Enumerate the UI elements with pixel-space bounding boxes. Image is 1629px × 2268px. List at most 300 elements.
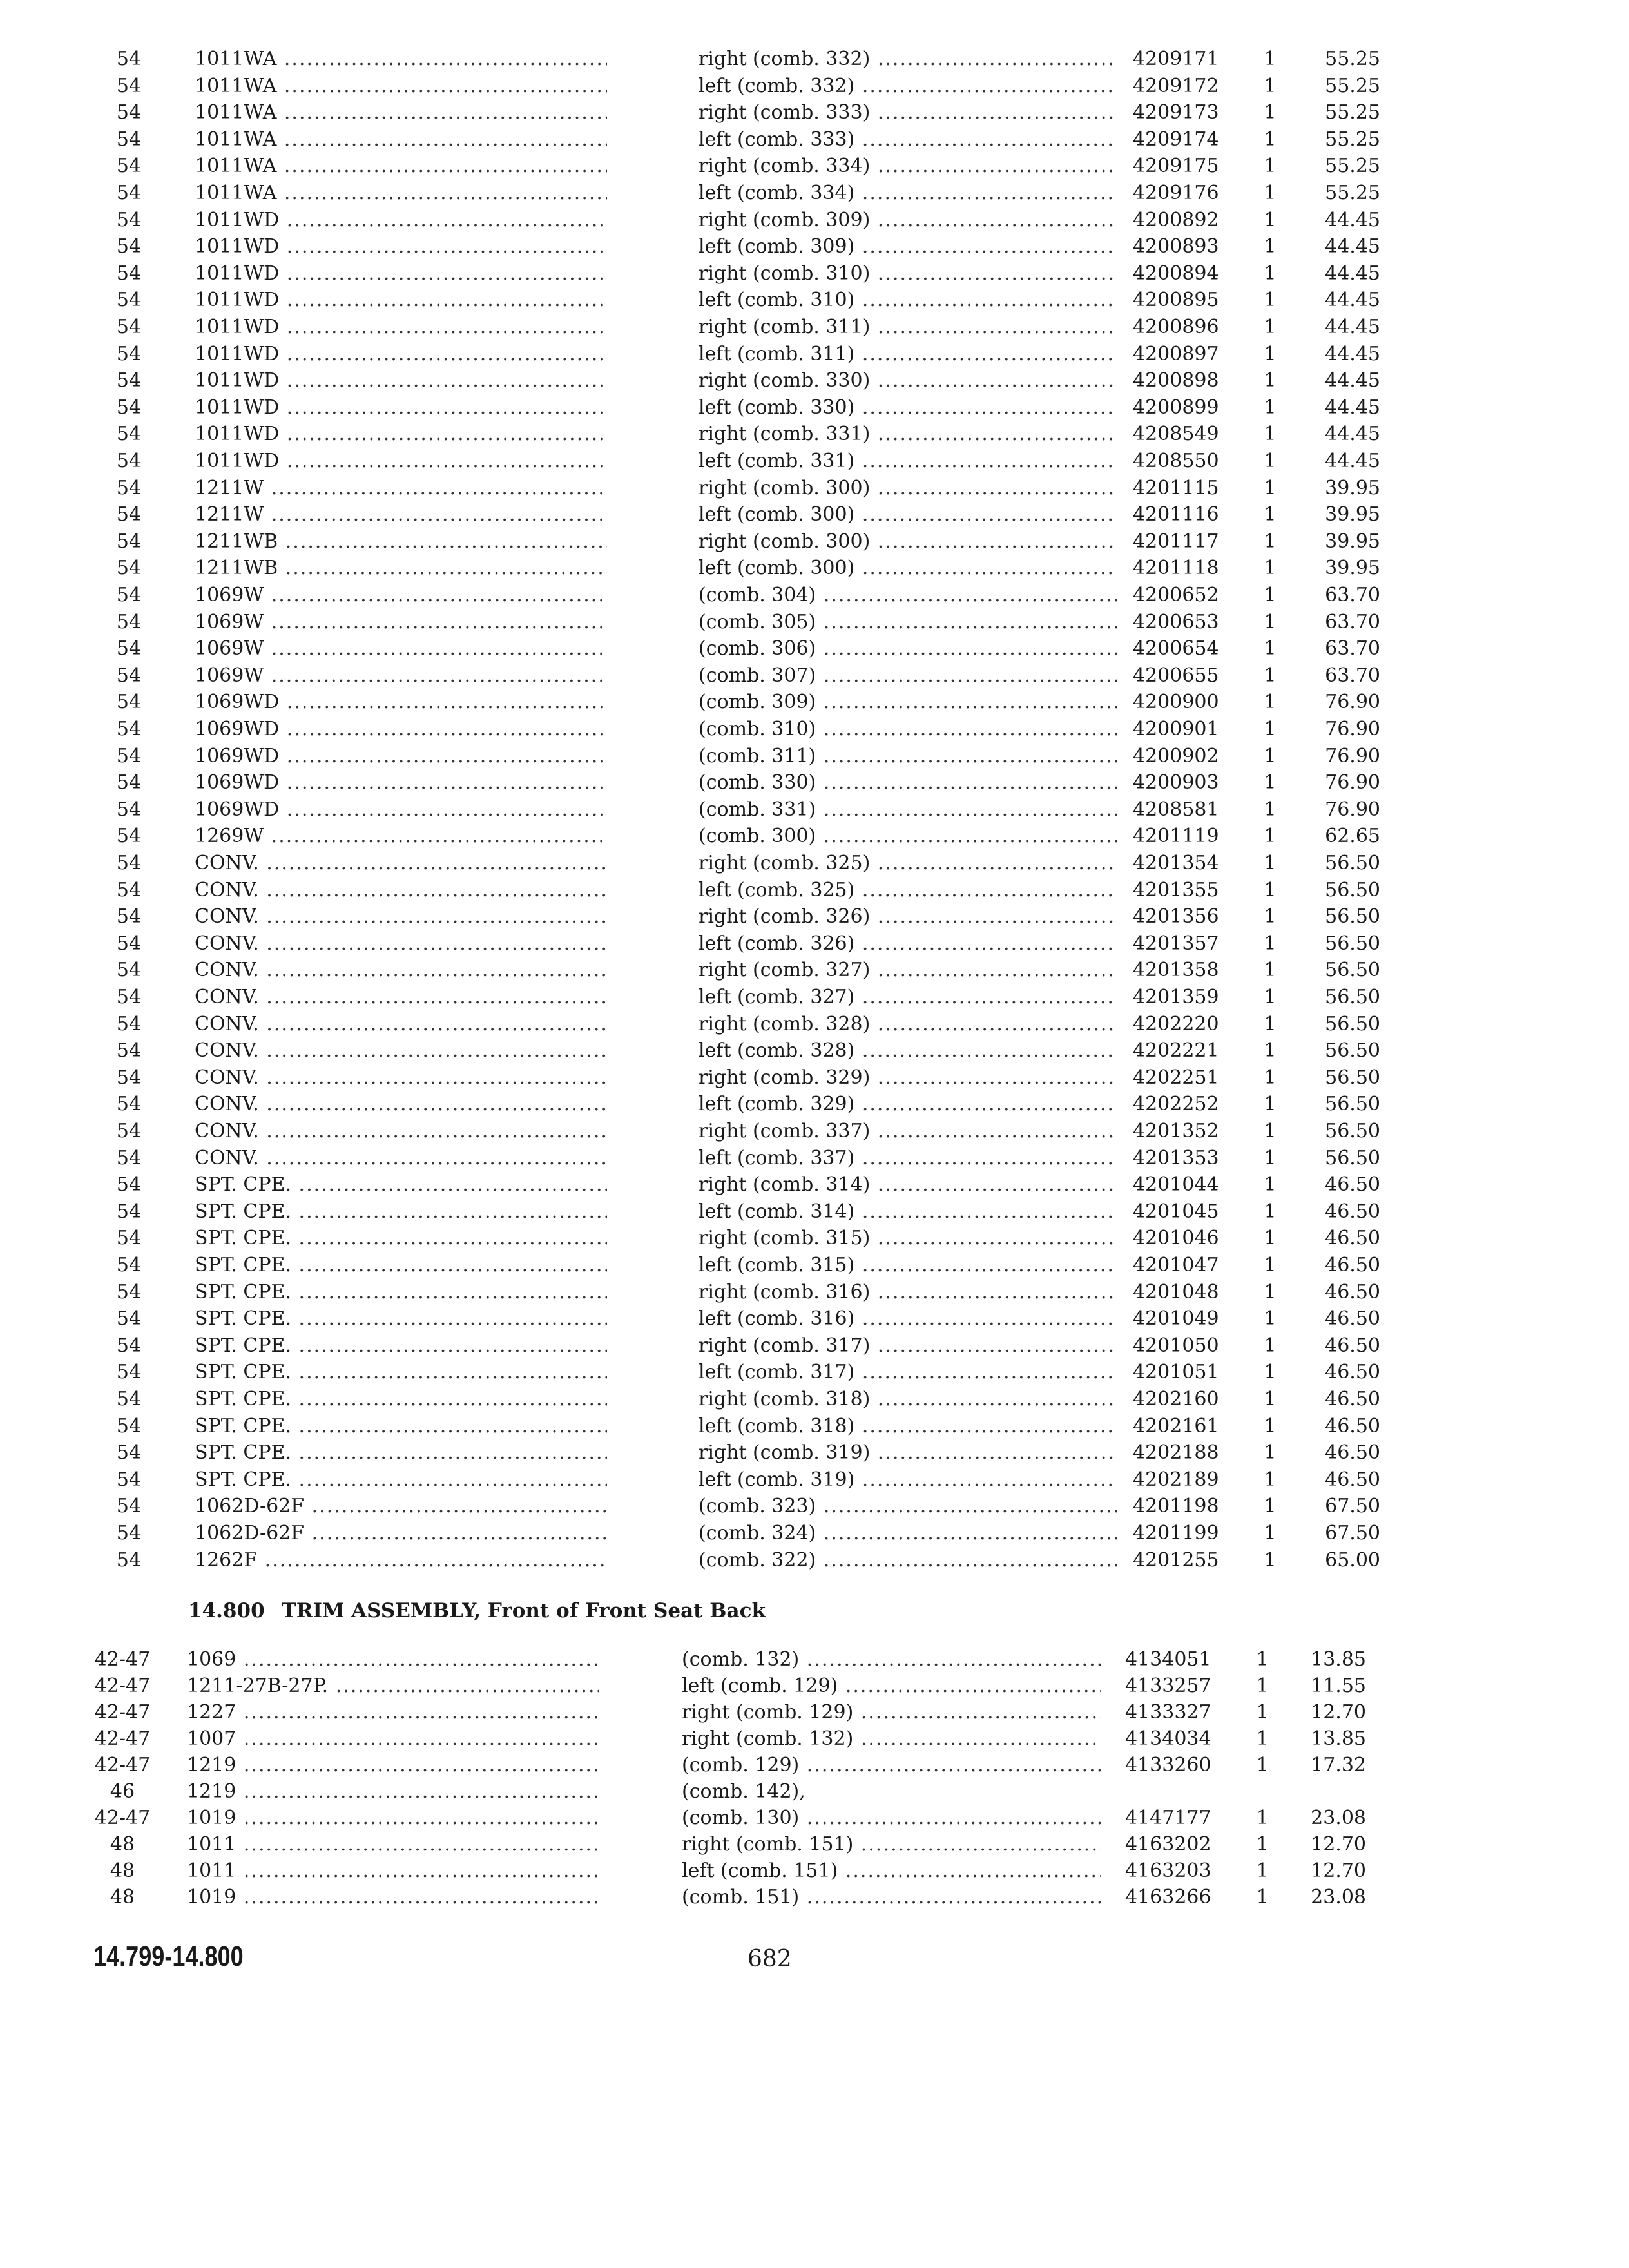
description-cell: left (comb. 333) .....	[699, 127, 1117, 153]
description-cell: (comb. 130) .....	[682, 1805, 1101, 1831]
model-cell: CONV. .....	[195, 1065, 607, 1091]
model-cell: SPT. CPE. .....	[195, 1225, 607, 1251]
quantity-cell: 1	[1256, 1833, 1269, 1856]
model-cell: 1019 .....	[187, 1805, 599, 1831]
part-number-cell: 4200900	[1133, 691, 1219, 714]
part-number-cell: 4202251	[1133, 1066, 1219, 1089]
price-cell: 46.50	[1325, 1173, 1380, 1196]
quantity-cell: 1	[1264, 208, 1277, 231]
price-cell: 46.50	[1325, 1254, 1380, 1276]
model-cell: 1069W .....	[195, 610, 607, 635]
description-cell: right (comb. 309) .....	[699, 207, 1117, 233]
table-row	[0, 1494, 1629, 1519]
table-row	[0, 636, 1629, 662]
year-cell: 54	[116, 557, 142, 580]
model-cell: CONV. .....	[195, 1038, 607, 1064]
description-cell: (comb. 330) .....	[699, 770, 1117, 796]
description-cell: left (comb. 314) .....	[699, 1199, 1117, 1225]
part-number-cell: 4202221	[1133, 1039, 1219, 1062]
price-cell: 12.70	[1311, 1860, 1366, 1882]
part-number-cell: 4201359	[1133, 986, 1219, 1008]
description-cell: left (comb. 315) .....	[699, 1253, 1117, 1278]
model-cell: 1069WD .....	[195, 770, 607, 796]
table-row	[0, 1306, 1629, 1332]
description-cell: right (comb. 132) .....	[682, 1726, 1101, 1752]
model-cell: 1011WD .....	[195, 421, 607, 447]
description-cell: (comb. 322) .....	[699, 1548, 1117, 1573]
table-row	[0, 529, 1629, 555]
quantity-cell: 1	[1256, 1860, 1269, 1882]
model-cell: 1011WD .....	[195, 314, 607, 340]
model-cell: 1069WD .....	[195, 689, 607, 715]
year-cell: 54	[116, 1039, 142, 1062]
year-cell: 42-47	[94, 1648, 151, 1671]
year-cell: 54	[116, 1495, 142, 1518]
model-cell: 1011 .....	[187, 1858, 599, 1884]
description-cell: right (comb. 311) .....	[699, 314, 1117, 340]
description-cell: right (comb. 332) .....	[699, 46, 1117, 72]
model-cell: CONV. .....	[195, 850, 607, 876]
quantity-cell: 1	[1264, 182, 1277, 204]
model-cell: 1007 .....	[187, 1726, 599, 1752]
quantity-cell: 1	[1264, 825, 1277, 848]
year-cell: 54	[116, 1200, 142, 1223]
quantity-cell: 1	[1256, 1701, 1269, 1724]
quantity-cell: 1	[1264, 1441, 1277, 1465]
description-cell: right (comb. 314) .....	[699, 1172, 1117, 1198]
quantity-cell: 1	[1264, 316, 1277, 338]
part-number-cell: 4201047	[1133, 1254, 1219, 1276]
model-cell: 1019 .....	[187, 1885, 599, 1910]
description-cell: left (comb. 326) .....	[699, 931, 1117, 957]
section-title: TRIM ASSEMBLY, Front of Front Seat Back	[281, 1599, 766, 1622]
price-cell: 44.45	[1325, 369, 1380, 392]
description-cell: (comb. 307) .....	[699, 663, 1117, 689]
quantity-cell: 1	[1264, 476, 1277, 499]
part-number-cell: 4201352	[1133, 1120, 1219, 1142]
description-cell: left (comb. 300) .....	[699, 502, 1117, 528]
table-row	[0, 1387, 1629, 1412]
table-row	[0, 153, 1629, 179]
table-row	[0, 261, 1629, 287]
price-cell: 56.50	[1325, 1146, 1380, 1169]
model-cell: 1211W .....	[195, 502, 607, 528]
price-cell: 56.50	[1325, 1039, 1380, 1062]
quantity-cell: 1	[1264, 610, 1277, 633]
year-cell: 54	[116, 1548, 142, 1571]
year-cell: 48	[110, 1833, 135, 1856]
year-cell: 54	[116, 959, 142, 982]
part-number-cell: 4201354	[1133, 852, 1219, 874]
part-number-cell: 4200895	[1133, 289, 1219, 312]
part-number-cell: 4201049	[1133, 1307, 1219, 1331]
part-number-cell: 4201117	[1133, 530, 1219, 553]
model-cell: 1011WA .....	[195, 153, 607, 179]
year-cell: 54	[116, 718, 142, 740]
price-cell: 39.95	[1325, 476, 1380, 499]
price-cell: 46.50	[1325, 1361, 1380, 1384]
year-cell: 54	[116, 1441, 142, 1465]
price-cell: 11.55	[1311, 1675, 1366, 1697]
description-cell: left (comb. 316) .....	[699, 1306, 1117, 1332]
price-cell: 67.50	[1325, 1522, 1380, 1544]
price-cell: 44.45	[1325, 450, 1380, 472]
quantity-cell: 1	[1256, 1807, 1269, 1829]
part-number-cell: 4200893	[1133, 235, 1219, 258]
year-cell: 54	[116, 369, 142, 392]
table-row	[0, 744, 1629, 769]
part-number-cell: 4202189	[1133, 1468, 1219, 1491]
year-cell: 54	[116, 1227, 142, 1250]
model-cell: 1069W .....	[195, 582, 607, 608]
part-number-cell: 4208550	[1133, 450, 1219, 472]
year-cell: 54	[116, 423, 142, 446]
year-cell: 48	[110, 1860, 135, 1882]
price-cell: 56.50	[1325, 986, 1380, 1008]
table-row	[0, 476, 1629, 501]
table-row	[0, 1333, 1629, 1359]
table-row	[0, 1726, 1629, 1752]
price-cell: 46.50	[1325, 1468, 1380, 1491]
table-row	[0, 73, 1629, 99]
year-cell: 54	[116, 1066, 142, 1089]
quantity-cell: 1	[1264, 718, 1277, 740]
table-row	[0, 797, 1629, 823]
part-number-cell: 4200892	[1133, 208, 1219, 231]
description-cell: right (comb. 129) .....	[682, 1700, 1101, 1725]
year-cell: 54	[116, 530, 142, 553]
model-cell: 1011WA .....	[195, 100, 607, 126]
price-cell: 44.45	[1325, 316, 1380, 338]
description-cell: right (comb. 328) .....	[699, 1012, 1117, 1037]
part-number-cell: 4201044	[1133, 1173, 1219, 1196]
price-cell: 46.50	[1325, 1441, 1380, 1465]
price-cell: 46.50	[1325, 1388, 1380, 1410]
price-cell: 17.32	[1311, 1754, 1366, 1776]
quantity-cell: 1	[1264, 637, 1277, 660]
part-number-cell: 4200653	[1133, 610, 1219, 633]
description-cell: right (comb. 319) .....	[699, 1440, 1117, 1466]
quantity-cell: 1	[1264, 691, 1277, 714]
year-cell: 54	[116, 1120, 142, 1142]
year-cell: 54	[116, 128, 142, 151]
model-cell: 1011WD .....	[195, 261, 607, 287]
part-number-cell: 4133260	[1125, 1754, 1211, 1776]
description-cell: left (comb. 332) .....	[699, 73, 1117, 99]
description-cell: right (comb. 151) .....	[682, 1832, 1101, 1858]
model-cell: 1011WD .....	[195, 395, 607, 421]
quantity-cell: 1	[1264, 584, 1277, 606]
price-cell: 46.50	[1325, 1200, 1380, 1223]
price-cell: 44.45	[1325, 262, 1380, 285]
table-row	[0, 957, 1629, 983]
table-row	[0, 663, 1629, 689]
quantity-cell: 1	[1264, 932, 1277, 955]
table-row	[0, 1673, 1629, 1699]
description-cell: right (comb. 325) .....	[699, 850, 1117, 876]
price-cell: 12.70	[1311, 1833, 1366, 1856]
description-cell: (comb. 310) .....	[699, 716, 1117, 742]
year-cell: 54	[116, 342, 142, 365]
price-cell: 46.50	[1325, 1280, 1380, 1303]
year-cell: 42-47	[94, 1727, 151, 1750]
year-cell: 54	[116, 503, 142, 526]
description-cell: (comb. 305) .....	[699, 610, 1117, 635]
quantity-cell: 1	[1264, 1039, 1277, 1062]
model-cell: SPT. CPE. .....	[195, 1306, 607, 1332]
year-cell: 54	[116, 1388, 142, 1410]
year-cell: 54	[116, 932, 142, 955]
part-number-cell: 4201355	[1133, 878, 1219, 901]
part-number-cell: 4133327	[1125, 1701, 1211, 1724]
description-cell: right (comb. 300) .....	[699, 529, 1117, 555]
year-cell: 54	[116, 262, 142, 285]
year-cell: 42-47	[94, 1754, 151, 1776]
description-cell: (comb. 309) .....	[699, 689, 1117, 715]
description-cell: left (comb. 318) .....	[699, 1414, 1117, 1439]
description-cell: right (comb. 318) .....	[699, 1387, 1117, 1412]
description-cell: (comb. 142),	[682, 1780, 805, 1803]
price-cell: 44.45	[1325, 342, 1380, 365]
model-cell: 1011WD .....	[195, 207, 607, 233]
year-cell: 54	[116, 1146, 142, 1169]
quantity-cell: 1	[1264, 852, 1277, 874]
table-row	[0, 878, 1629, 903]
table-row	[0, 46, 1629, 72]
year-cell: 54	[116, 450, 142, 472]
part-number-cell: 4201356	[1133, 905, 1219, 928]
model-cell: 1069 .....	[187, 1647, 599, 1673]
quantity-cell: 1	[1264, 1227, 1277, 1250]
price-cell: 46.50	[1325, 1334, 1380, 1357]
table-row	[0, 1647, 1629, 1673]
model-cell: 1011 .....	[187, 1832, 599, 1858]
price-cell: 55.25	[1325, 155, 1380, 178]
price-cell: 44.45	[1325, 235, 1380, 258]
quantity-cell: 1	[1264, 235, 1277, 258]
description-cell: right (comb. 333) .....	[699, 100, 1117, 126]
part-number-cell: 4200901	[1133, 718, 1219, 740]
year-cell: 46	[110, 1780, 135, 1803]
part-number-cell: 4209171	[1133, 48, 1219, 70]
part-number-cell: 4201199	[1133, 1522, 1219, 1544]
part-number-cell: 4147177	[1125, 1807, 1211, 1829]
quantity-cell: 1	[1264, 1093, 1277, 1116]
description-cell: right (comb. 317) .....	[699, 1333, 1117, 1359]
part-number-cell: 4201358	[1133, 959, 1219, 982]
table-row	[0, 1065, 1629, 1091]
model-cell: 1062D-62F .....	[195, 1521, 607, 1546]
quantity-cell: 1	[1264, 771, 1277, 794]
year-cell: 54	[116, 101, 142, 124]
price-cell: 56.50	[1325, 905, 1380, 928]
price-cell: 63.70	[1325, 664, 1380, 687]
quantity-cell: 1	[1256, 1648, 1269, 1671]
model-cell: SPT. CPE. .....	[195, 1333, 607, 1359]
table-row	[0, 421, 1629, 447]
part-number-cell: 4200899	[1133, 396, 1219, 419]
model-cell: 1011WD .....	[195, 368, 607, 394]
table-row	[0, 1146, 1629, 1171]
part-number-cell: 4133257	[1125, 1675, 1211, 1697]
table-row	[0, 180, 1629, 206]
model-cell: 1011WA .....	[195, 127, 607, 153]
year-cell: 54	[116, 691, 142, 714]
price-cell: 55.25	[1325, 74, 1380, 97]
model-cell: 1011WD .....	[195, 287, 607, 313]
table-row	[0, 1225, 1629, 1251]
table-row	[0, 1119, 1629, 1144]
table-row	[0, 1858, 1629, 1884]
description-cell: (comb. 151) .....	[682, 1885, 1101, 1910]
year-cell: 54	[116, 1173, 142, 1196]
description-cell: left (comb. 325) .....	[699, 878, 1117, 903]
part-number-cell: 4208581	[1133, 798, 1219, 821]
table-row	[0, 1038, 1629, 1064]
model-cell: SPT. CPE. .....	[195, 1440, 607, 1466]
model-cell: 1069W .....	[195, 636, 607, 662]
part-number-cell: 4201051	[1133, 1361, 1219, 1384]
year-cell: 54	[116, 1307, 142, 1331]
price-cell: 13.85	[1311, 1727, 1366, 1750]
quantity-cell: 1	[1256, 1886, 1269, 1908]
table-row	[0, 1779, 1629, 1805]
quantity-cell: 1	[1264, 1334, 1277, 1357]
part-number-cell: 4202160	[1133, 1388, 1219, 1410]
price-cell: 63.70	[1325, 610, 1380, 633]
quantity-cell: 1	[1264, 1522, 1277, 1544]
part-number-cell: 4201045	[1133, 1200, 1219, 1223]
price-cell: 13.85	[1311, 1648, 1366, 1671]
quantity-cell: 1	[1264, 1066, 1277, 1089]
price-cell: 12.70	[1311, 1701, 1366, 1724]
description-cell: (comb. 129) .....	[682, 1753, 1101, 1778]
table-row	[0, 985, 1629, 1010]
year-cell: 42-47	[94, 1675, 151, 1697]
price-cell: 44.45	[1325, 208, 1380, 231]
model-cell: SPT. CPE. .....	[195, 1253, 607, 1278]
description-cell: right (comb. 316) .....	[699, 1280, 1117, 1305]
price-cell: 56.50	[1325, 1093, 1380, 1116]
part-number-cell: 4163203	[1125, 1860, 1211, 1882]
price-cell: 56.50	[1325, 932, 1380, 955]
model-cell: 1211W .....	[195, 476, 607, 501]
price-cell: 55.25	[1325, 128, 1380, 151]
quantity-cell: 1	[1264, 342, 1277, 365]
table-row	[0, 850, 1629, 876]
model-cell: CONV. .....	[195, 878, 607, 903]
part-number-cell: 4201119	[1133, 825, 1219, 848]
description-cell: left (comb. 129) .....	[682, 1673, 1101, 1699]
table-row	[0, 1253, 1629, 1278]
year-cell: 54	[116, 1012, 142, 1035]
table-row	[0, 1467, 1629, 1493]
table-row	[0, 555, 1629, 581]
part-number-cell: 4201048	[1133, 1280, 1219, 1303]
table-row	[0, 368, 1629, 394]
quantity-cell: 1	[1264, 74, 1277, 97]
year-cell: 54	[116, 744, 142, 767]
quantity-cell: 1	[1264, 503, 1277, 526]
quantity-cell: 1	[1264, 369, 1277, 392]
quantity-cell: 1	[1264, 959, 1277, 982]
price-cell: 76.90	[1325, 691, 1380, 714]
quantity-cell: 1	[1256, 1675, 1269, 1697]
quantity-cell: 1	[1264, 1495, 1277, 1518]
price-cell: 39.95	[1325, 530, 1380, 553]
table-row	[0, 234, 1629, 260]
price-cell: 62.65	[1325, 825, 1380, 848]
table-row	[0, 610, 1629, 635]
table-row	[0, 207, 1629, 233]
price-cell: 44.45	[1325, 289, 1380, 312]
description-cell: right (comb. 310) .....	[699, 261, 1117, 287]
year-cell: 54	[116, 664, 142, 687]
table-row	[0, 448, 1629, 474]
table-row	[0, 931, 1629, 957]
model-cell: CONV. .....	[195, 1091, 607, 1117]
quantity-cell: 1	[1264, 155, 1277, 178]
quantity-cell: 1	[1264, 1173, 1277, 1196]
year-cell: 54	[116, 1468, 142, 1491]
description-cell: (comb. 331) .....	[699, 797, 1117, 823]
part-number-cell: 4163202	[1125, 1833, 1211, 1856]
quantity-cell: 1	[1264, 744, 1277, 767]
table-row	[0, 689, 1629, 715]
price-cell: 44.45	[1325, 396, 1380, 419]
part-number-cell: 4202161	[1133, 1414, 1219, 1437]
year-cell: 42-47	[94, 1807, 151, 1829]
table-row	[0, 1012, 1629, 1037]
part-number-cell: 4202188	[1133, 1441, 1219, 1465]
table-row	[0, 1360, 1629, 1385]
part-number-cell: 4202252	[1133, 1093, 1219, 1116]
part-number-cell: 4200903	[1133, 771, 1219, 794]
quantity-cell: 1	[1264, 1280, 1277, 1303]
price-cell: 63.70	[1325, 584, 1380, 606]
part-number-cell: 4200896	[1133, 316, 1219, 338]
model-cell: 1062D-62F .....	[195, 1494, 607, 1519]
description-cell: right (comb. 300) .....	[699, 476, 1117, 501]
year-cell: 42-47	[94, 1701, 151, 1724]
description-cell: left (comb. 337) .....	[699, 1146, 1117, 1171]
price-cell: 55.25	[1325, 48, 1380, 70]
table-row	[0, 100, 1629, 126]
table-row	[0, 716, 1629, 742]
model-cell: CONV. .....	[195, 957, 607, 983]
model-cell: 1069WD .....	[195, 797, 607, 823]
price-cell: 44.45	[1325, 423, 1380, 446]
price-cell: 55.25	[1325, 101, 1380, 124]
description-cell: (comb. 132) .....	[682, 1647, 1101, 1673]
quantity-cell: 1	[1264, 1146, 1277, 1169]
model-cell: CONV. .....	[195, 931, 607, 957]
description-cell: left (comb. 310) .....	[699, 287, 1117, 313]
section-heading	[188, 1599, 766, 1622]
model-cell: SPT. CPE. .....	[195, 1467, 607, 1493]
table-row	[0, 904, 1629, 930]
year-cell: 54	[116, 235, 142, 258]
quantity-cell: 1	[1256, 1754, 1269, 1776]
price-cell: 76.90	[1325, 744, 1380, 767]
description-cell: (comb. 324) .....	[699, 1521, 1117, 1546]
table-row	[0, 770, 1629, 796]
model-cell: 1219 .....	[187, 1753, 599, 1778]
section-number: 14.800	[188, 1599, 265, 1622]
quantity-cell: 1	[1264, 986, 1277, 1008]
year-cell: 54	[116, 771, 142, 794]
table-row	[0, 127, 1629, 153]
